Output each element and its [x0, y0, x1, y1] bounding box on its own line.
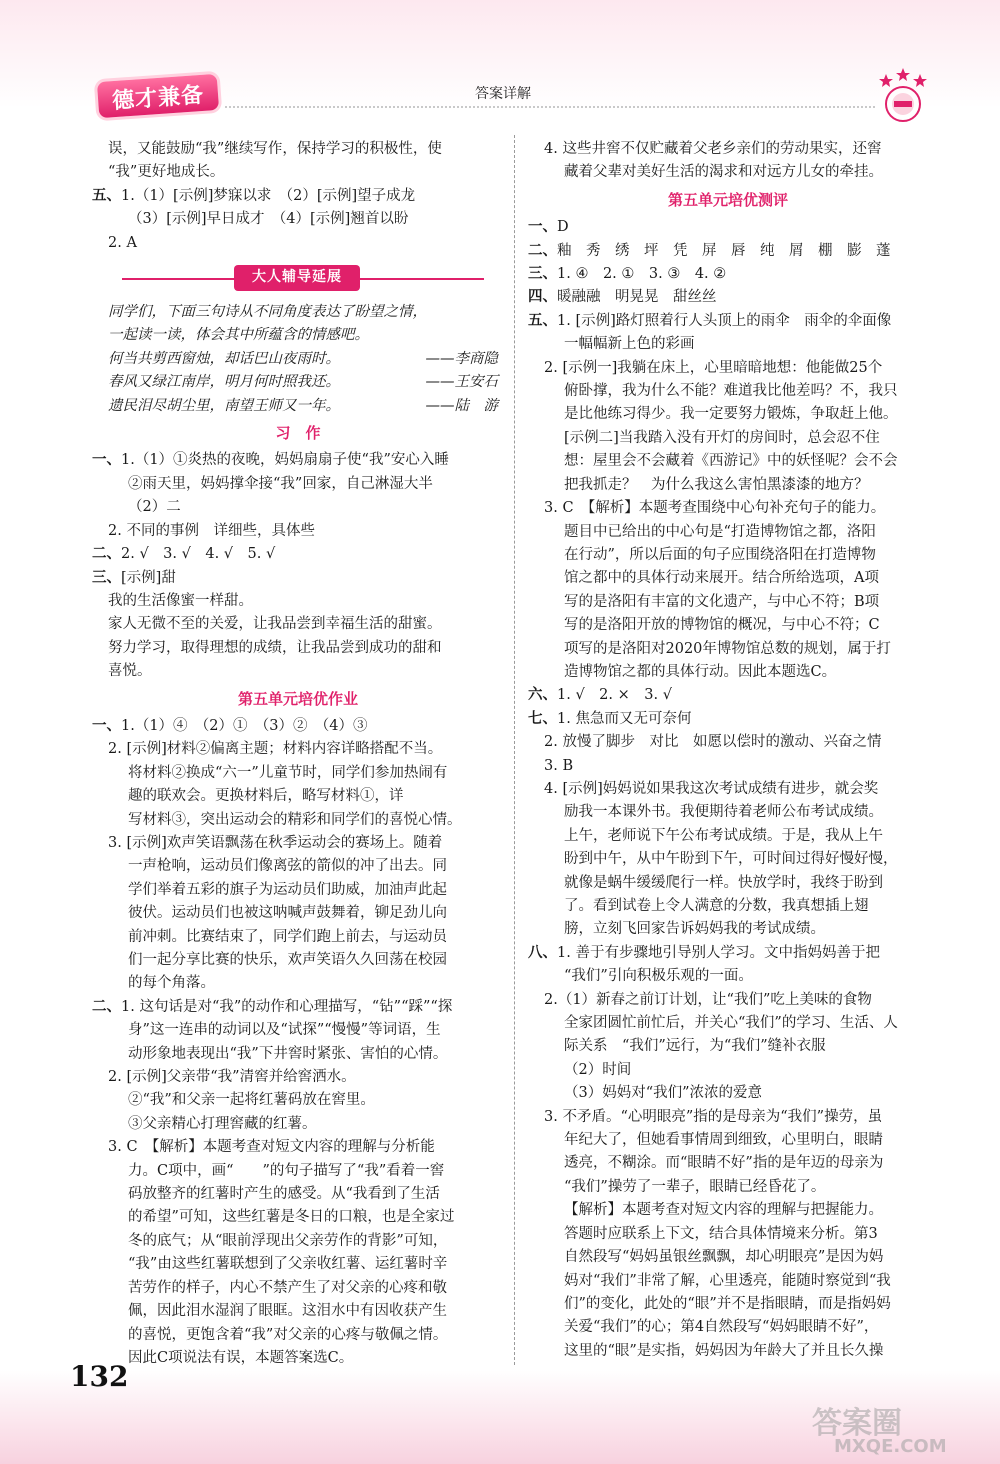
answer-line: 2. [示例]父亲带“我”清窖并给窖洒水。: [108, 1069, 356, 1086]
answer-line: 盼到中午，从中午盼到下午，可时间过得好慢好慢，: [564, 851, 898, 868]
answer-line: [528, 310, 928, 333]
publisher-seal-icon: [872, 66, 934, 128]
answer-line: 这里的“眼”是实指，妈妈因为年龄大了并且长久操: [564, 1342, 884, 1359]
answer-line: [示例二]当我踏入没有开灯的房间时，总会忍不住: [564, 429, 880, 446]
answer-text: 1. 焦急而又无可奈何: [557, 710, 692, 727]
answer-line: 冬的底气；从“眼前浮现出父亲劳作的背影”可知，: [128, 1232, 448, 1249]
answer-line: 佩，因此泪水湿润了眼眶。这泪水中有因收获产生: [128, 1303, 447, 1320]
answer-text: D: [557, 219, 569, 236]
answer-line: 写材料③，突出运动会的精彩和同学们的喜悦心情。: [128, 811, 462, 828]
answer-line: [92, 715, 504, 738]
answer-line: 的喜悦，更饱含着“我”对父亲的心疼与敬佩之情。: [128, 1326, 448, 1343]
answer-line: 励我一本课外书。我便期待着老师公布考试成绩。: [564, 804, 883, 821]
banner-title: 大人辅导延展: [234, 265, 360, 291]
section-heading: 习 作: [275, 424, 321, 443]
answer-line: [528, 240, 928, 263]
column-divider: [514, 135, 515, 1365]
question-label: 八、: [528, 944, 557, 961]
answer-line: 全家团圆忙前忙后，并关心“我们”的学习、生活、人: [564, 1015, 898, 1032]
answer-line: 苦劳作的样子，内心不禁产生了对父亲的心疼和敬: [128, 1279, 447, 1296]
answer-line: 4. 这些井窖不仅贮藏着父老乡亲们的劳动果实，还窖: [544, 141, 882, 157]
poem-line: [92, 348, 504, 371]
answer-line: 答题时应联系上下文，结合具体情境来分析。第3: [564, 1225, 878, 1242]
page-number: 132: [70, 1360, 129, 1393]
extension-banner: [92, 263, 504, 295]
answer-line: 误，又能鼓励“我”继续写作，保持学习的积极性，使: [108, 141, 442, 157]
answer-line: 关爱“我们”的心；第4自然段写“妈妈眼睛不好”，: [564, 1319, 879, 1336]
answer-line: 因此C项说法有误，本题答案选C。: [128, 1349, 354, 1366]
answer-line: 3. B: [544, 757, 574, 774]
answer-line: 自然段写“妈妈虽银丝飘飘，却心明眼亮”是因为妈: [564, 1249, 884, 1266]
answer-line: [528, 708, 928, 731]
answer-line: 努力学习，取得理想的成绩，让我品尝到成功的甜和: [108, 639, 442, 656]
answer-line: 2. [示例一]我躺在床上，心里暗暗地想：他能做25个: [544, 359, 883, 376]
poem-author: ——王安石: [425, 374, 498, 391]
answer-line: 3. [示例]欢声笑语飘荡在秋季运动会的赛场上。随着: [108, 834, 443, 851]
question-label: 五、: [528, 312, 557, 329]
answer-line: 们一起分享比赛的快乐，欢声笑语久久回荡在校园: [128, 952, 447, 968]
question-label: 六、: [528, 687, 557, 704]
answer-line: ②雨天里，妈妈撑伞接“我”回家，自己淋湿大半: [128, 475, 433, 492]
answer-line: “我”更好地成长。: [108, 164, 225, 181]
answer-line: 3. C 【解析】本题考查围绕中心句补充句子的能力。: [544, 500, 886, 517]
answer-line: （3）[示例]早日成才 （4）[示例]翘首以盼: [128, 211, 409, 228]
answer-line: [92, 449, 504, 472]
answer-line: 我的生活像蜜一样甜。: [108, 592, 253, 609]
left-column: [92, 138, 504, 1370]
question-label: 二、: [528, 242, 557, 259]
poem-text: 遗民泪尽胡尘里，南望王师又一年。: [108, 397, 340, 414]
question-label: 一、: [92, 717, 121, 734]
answer-line: 写的是洛阳开放的博物馆的概况，与中心不符；C: [564, 617, 880, 634]
poem-author: ——陆 游: [425, 397, 498, 414]
answer-line: 学们举着五彩的旗子为运动员们助威，加油声此起: [128, 881, 447, 898]
answer-text: 1. 这句话是对“我”的动作和心理描写，“钻”“踩”“探: [121, 998, 453, 1015]
answer-line: [92, 543, 504, 566]
header-divider: [225, 106, 875, 108]
answer-line: （2）二: [128, 499, 181, 516]
answer-line: 在行动”，所以后面的句子应围绕洛阳在打造博物: [564, 546, 876, 563]
answer-line: [92, 185, 504, 208]
answer-line: 年纪大了，但她看事情周到细致，心里明白，眼睛: [564, 1132, 883, 1149]
answer-line: 上午，老师说下午公布考试成绩。于是，我从上午: [564, 827, 883, 844]
answer-line: 力。C项中，画“ ”的句子描写了“我”看着一窖: [128, 1162, 445, 1179]
answer-line: 2. A: [108, 234, 137, 251]
answer-line: 馆之都中的具体行动来展开。结合所给选项，A项: [564, 570, 879, 587]
brand-logo: 德才兼备: [97, 74, 219, 118]
answer-line: 家人无微不至的关爱，让我品尝到幸福生活的甜蜜。: [108, 616, 442, 633]
answer-line: 了。看到试卷上令人满意的分数，我真想插上翅: [564, 898, 869, 914]
answer-line: 2. 不同的事例 详细些，具体些: [108, 522, 315, 539]
handwritten-line: 同学们，下面三句诗从不同角度表达了盼望之情，: [108, 304, 427, 321]
answer-line: 造博物馆之都的具体行动。因此本题选C。: [564, 663, 837, 680]
question-label: 三、: [528, 266, 557, 283]
answer-line: 【解析】本题考查对短文内容的理解与把握能力。: [564, 1202, 883, 1219]
answer-line: 把我抓走？ 为什么我这么害怕黑漆漆的地方？: [564, 476, 869, 493]
answer-line: 透亮，不糊涂。而“眼睛不好”指的是年迈的母亲为: [564, 1155, 884, 1172]
answer-text: 2. √ 3. √ 4. √ 5. √: [121, 546, 276, 563]
answer-line: 一幅幅新上色的彩画: [564, 336, 695, 353]
answer-line: 码放整齐的红薯时产生的感受。从“我看到了生活: [128, 1186, 440, 1203]
answer-text: 1. √ 2. × 3. √: [557, 687, 672, 704]
section-heading: 第五单元培优测评: [667, 190, 788, 209]
answer-line: 彼伏。运动员们也被这呐喊声鼓舞着，铆足劲儿向: [128, 905, 447, 922]
answer-line: 4. [示例]妈妈说如果我这次考试成绩有进步，就会奖: [544, 780, 879, 797]
answer-text: 1.（1）[示例]梦寐以求 （2）[示例]望子成龙: [121, 187, 416, 204]
answer-line: 写的是洛阳有丰富的文化遗产，与中心不符；B项: [564, 593, 880, 610]
answer-line: 喜悦。: [108, 663, 152, 680]
answer-line: 动形象地表现出“我”下井窖时紧张、害怕的心情。: [128, 1045, 448, 1062]
answer-line: [528, 684, 928, 707]
answer-line: 想：屋里会不会藏着《西游记》中的妖怪呢？会不会: [564, 453, 898, 470]
answer-line: [528, 263, 928, 286]
answer-line: “我们”引向积极乐观的一面。: [564, 968, 753, 985]
answer-text: 1. ④ 2. ① 3. ③ 4. ②: [557, 266, 727, 283]
answer-line: 膀，立刻飞回家告诉妈妈我的考试成绩。: [564, 921, 825, 938]
poem-author: ——李商隐: [425, 350, 498, 367]
question-label: 二、: [92, 546, 121, 563]
answer-line: 俯卧撑，我为什么不能？难道我比他差吗？不，我只: [564, 383, 898, 400]
handwritten-line: 一起读一读，体会其中所蕴含的情感吧。: [108, 327, 369, 344]
answer-text: [示例]甜: [121, 569, 176, 586]
answer-line: 藏着父辈对美好生活的渴求和对远方儿女的牵挂。: [564, 164, 883, 181]
answer-line: 的希望”可知，这些红薯是冬日的口粮，也是全家过: [128, 1209, 455, 1226]
answer-line: 前冲刺。比赛结束了，同学们跑上前去，与运动员: [128, 928, 447, 945]
answer-line: [528, 286, 928, 309]
answer-line: [528, 942, 928, 965]
answer-line: 妈对“我们”非常了解，心里透亮，能随时察觉到“我: [564, 1272, 891, 1289]
answer-text: 1. [示例]路灯照着行人头顶上的雨伞 雨伞的伞面像: [557, 312, 892, 329]
answer-line: 是比他练习得少。我一定要努力锻炼，争取赶上他。: [564, 406, 898, 423]
question-label: 二、: [92, 998, 121, 1015]
poem-text: 春风又绿江南岸，明月何时照我还。: [108, 374, 340, 391]
answer-line: 际关系 “我们”远行，为“我们”缝补衣服: [564, 1038, 826, 1055]
answer-line: [92, 996, 504, 1019]
answer-line: （3）妈妈对“我们”浓浓的爱意: [564, 1085, 763, 1102]
answer-line: [528, 216, 928, 239]
answer-text: 1.（1）①炎热的夜晚，妈妈扇扇子使“我”安心入睡: [121, 452, 449, 469]
answer-line: 一声枪响，运动员们像离弦的箭似的冲了出去。同: [128, 858, 447, 875]
section-heading: 第五单元培优作业: [237, 689, 358, 708]
answer-line: [92, 567, 504, 590]
question-label: 一、: [92, 452, 121, 469]
answer-line: 趣的联欢会。更换材料后，略写材料①，详: [128, 788, 404, 805]
poem-line: [92, 371, 504, 394]
answer-line: 题目中已给出的中心句是“打造博物馆之都，洛阳: [564, 523, 876, 540]
question-label: 三、: [92, 569, 121, 586]
answer-line: 2. 放慢了脚步 对比 如愿以偿时的激动、兴奋之情: [544, 734, 882, 751]
answer-line: 就像是蜗牛缓缓爬行一样。快放学时，我终于盼到: [564, 874, 883, 891]
right-column: [528, 138, 928, 1363]
answer-line: 2.（1）新春之前订计划，让“我们”吃上美味的食物: [544, 991, 872, 1008]
answer-text: 釉 秀 绣 坪 凭 屏 唇 纯 屑 棚 膨 蓬: [557, 242, 891, 259]
question-label: 四、: [528, 289, 557, 306]
answer-line: 们”的变化，此处的“眼”并不是指眼睛，而是指妈妈: [564, 1295, 891, 1312]
answer-line: “我”由这些红薯联想到了父亲收红薯、运红薯时辛: [128, 1256, 448, 1273]
answer-line: ③父亲精心打理窖藏的红薯。: [128, 1115, 317, 1132]
answer-line: 身”这一连串的动词以及“试探”“慢慢”等词语，生: [128, 1022, 441, 1039]
answer-line: 将材料②换成“六一”儿童节时，同学们参加热闹有: [128, 764, 448, 781]
answer-line: 的每个角落。: [128, 975, 215, 992]
answer-text: 1. 善于有步骤地引导别人学习。文中指妈妈善于把: [557, 944, 880, 961]
poem-text: 何当共剪西窗烛，却话巴山夜雨时。: [108, 350, 340, 367]
question-label: 七、: [528, 710, 557, 727]
answer-line: ②“我”和父亲一起将红薯码放在窖里。: [128, 1092, 375, 1109]
answer-line: 项写的是洛阳对2020年博物馆总数的规划，属于打: [564, 640, 891, 657]
page-header-title: 答案详解: [475, 86, 531, 102]
answer-text: 1.（1）④ （2）① （3）② （4）③: [121, 717, 368, 734]
answer-line: 2. [示例]材料②偏离主题；材料内容详略搭配不当。: [108, 741, 443, 758]
poem-line: [92, 395, 504, 418]
answer-line: “我们”操劳了一辈子，眼睛已经昏花了。: [564, 1178, 826, 1195]
question-label: 五、: [92, 187, 121, 204]
answer-line: （2）时间: [564, 1061, 632, 1078]
watermark-url: MXQE.COM: [834, 1436, 947, 1457]
answer-line: 3. 不矛盾。“心明眼亮”指的是母亲为“我们”操劳，虽: [544, 1108, 883, 1125]
question-label: 一、: [528, 219, 557, 236]
answer-line: 3. C 【解析】本题考查对短文内容的理解与分析能: [108, 1139, 435, 1156]
watermark: 答案圈: [812, 1406, 902, 1441]
answer-text: 暖融融 明晃晃 甜丝丝: [557, 289, 717, 306]
